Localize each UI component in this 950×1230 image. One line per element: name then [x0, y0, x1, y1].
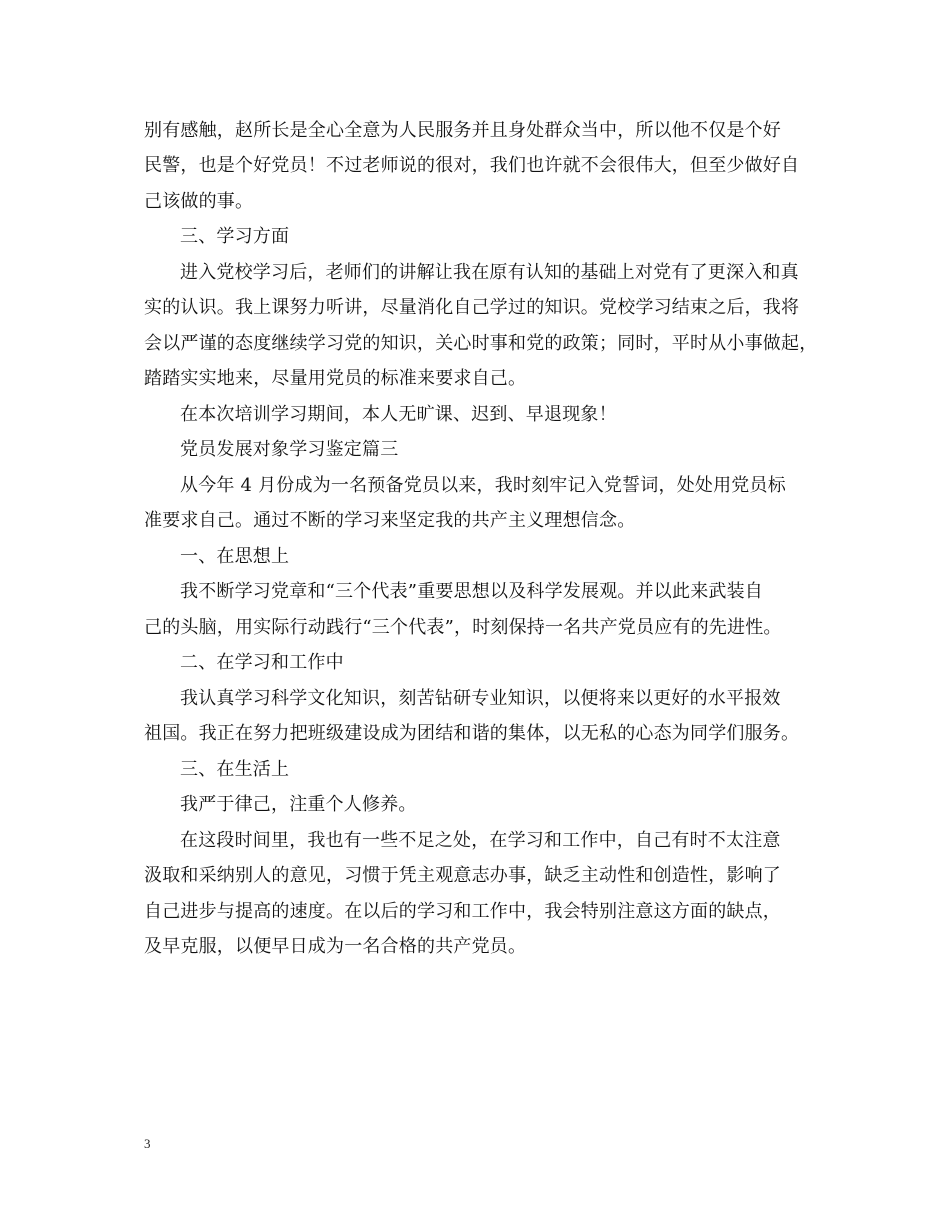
text-line: 进入党校学习后，老师们的讲解让我在原有认知的基础上对党有了更深入和真	[180, 262, 799, 283]
text-line: 别有感触，赵所长是全心全意为人民服务并且身处群众当中，所以他不仅是个好	[144, 120, 781, 141]
text-line: 踏踏实实地来，尽量用党员的标准来要求自己。	[144, 368, 527, 389]
text-line: 在这段时间里，我也有一些不足之处，在学习和工作中，自己有时不太注意	[180, 830, 781, 851]
page-number: 3	[144, 1136, 151, 1151]
text-line: 会以严谨的态度继续学习党的知识，关心时事和党的政策；同时，平时从小事做起，	[144, 333, 818, 354]
text-line: 准要求自己。通过不断的学习来坚定我的共产主义理想信念。	[144, 510, 636, 531]
text-line: 汲取和采纳别人的意见，习惯于凭主观意志办事，缺乏主动性和创造性，影响了	[144, 865, 781, 886]
text-line: 己该做的事。	[144, 191, 254, 212]
text-line: 我严于律己，注重个人修养。	[180, 794, 417, 815]
section-heading: 一、在思想上	[180, 546, 290, 567]
text-line: 我认真学习科学文化知识，刻苦钻研专业知识，以便将来以更好的水平报效	[180, 688, 781, 709]
text-line: 在本次培训学习期间，本人无旷课、迟到、早退现象！	[180, 404, 617, 425]
text-line: 民警，也是个好党员！不过老师说的很对，我们也许就不会很伟大，但至少做好自	[144, 155, 800, 176]
text-line: 从今年 4 月份成为一名预备党员以来，我时刻牢记入党誓词，处处用党员标	[180, 475, 786, 496]
article-title: 党员发展对象学习鉴定篇三	[180, 439, 399, 460]
section-heading: 三、在生活上	[180, 759, 290, 780]
text-line: 己的头脑，用实际行动践行“三个代表”，时刻保持一名共产党员应有的先进性。	[144, 617, 782, 638]
text-line: 我不断学习党章和“三个代表”重要思想以及科学发展观。并以此来武装自	[180, 581, 764, 602]
text-line: 实的认识。我上课努力听讲，尽量消化自己学过的知识。党校学习结束之后，我将	[144, 297, 800, 318]
section-heading: 三、学习方面	[180, 226, 290, 247]
text-line: 及早克服，以便早日成为一名合格的共产党员。	[144, 936, 527, 957]
text-line: 祖国。我正在努力把班级建设成为团结和谐的集体，以无私的心态为同学们服务。	[144, 723, 800, 744]
section-heading: 二、在学习和工作中	[180, 652, 344, 673]
text-line: 自己进步与提高的速度。在以后的学习和工作中，我会特别注意这方面的缺点，	[144, 901, 781, 922]
